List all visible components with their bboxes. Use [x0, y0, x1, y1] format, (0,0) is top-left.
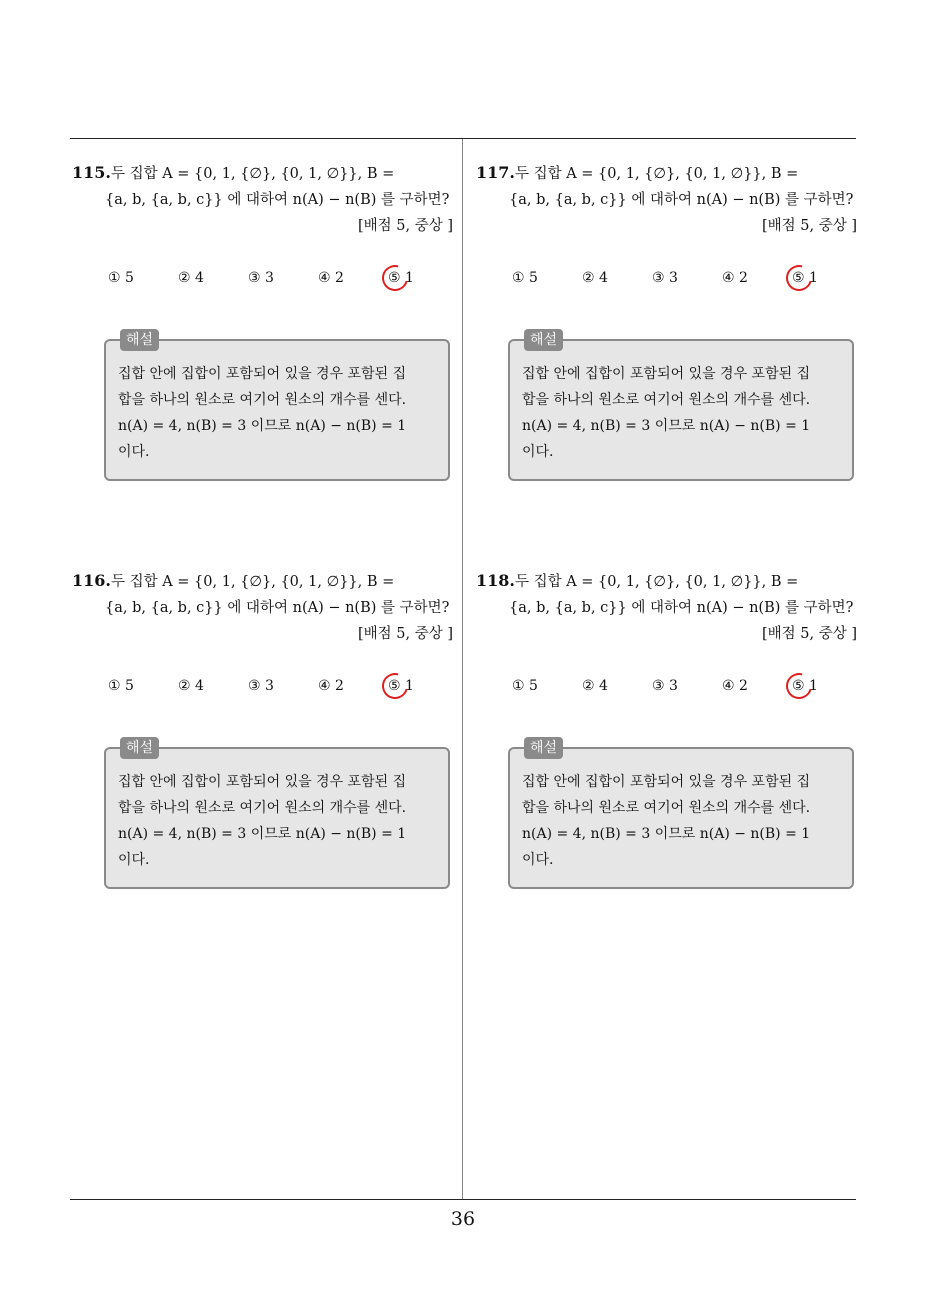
header-rule — [70, 138, 856, 139]
choice-5[interactable] — [792, 671, 818, 701]
score-difficulty: [배점 5, 중상 ] — [357, 626, 453, 642]
choice-text: ④ 2 — [318, 270, 344, 286]
question-text: 두 집합 A = {0, 1, {∅}, {0, 1, ∅}}, B = — [110, 166, 395, 182]
choice-2[interactable] — [178, 263, 204, 293]
solution-tag: 해설 — [524, 737, 563, 759]
solution-line: 이다. — [118, 444, 150, 460]
question-line-2: {a, b, {a, b, c}} 에 대하여 n(A) − n(B) 를 구하면? — [105, 192, 450, 208]
question-number: 115. — [72, 163, 111, 182]
choice-text: ② 4 — [582, 270, 608, 286]
solution-text — [522, 361, 840, 465]
answer-choices — [476, 671, 861, 701]
choice-1[interactable] — [108, 671, 134, 701]
choice-text: ① 5 — [108, 678, 134, 694]
choice-text: ② 4 — [582, 678, 608, 694]
choice-2[interactable] — [582, 263, 608, 293]
question-number: 117. — [476, 163, 515, 182]
solution-line: 이다. — [522, 444, 554, 460]
choice-text: ② 4 — [178, 270, 204, 286]
problem-118 — [476, 568, 861, 889]
solution-box — [508, 332, 854, 481]
question-line-1 — [72, 568, 457, 595]
choice-4[interactable] — [318, 263, 344, 293]
choice-text: ③ 3 — [652, 270, 678, 286]
choice-text: ④ 2 — [722, 678, 748, 694]
question-number: 118. — [476, 571, 515, 590]
question-line-2: {a, b, {a, b, c}} 에 대하여 n(A) − n(B) 를 구하면? — [509, 192, 854, 208]
choice-2[interactable] — [178, 671, 204, 701]
solution-line: n(A) = 4, n(B) = 3 이므로 n(A) − n(B) = 1 — [522, 418, 811, 434]
choice-1[interactable] — [512, 671, 538, 701]
choice-3[interactable] — [248, 671, 274, 701]
choice-text: ⑤ 1 — [388, 270, 414, 286]
question-line-1 — [476, 160, 861, 187]
choice-3[interactable] — [248, 263, 274, 293]
solution-line: 이다. — [118, 852, 150, 868]
choice-text: ④ 2 — [318, 678, 344, 694]
choice-text: ⑤ 1 — [792, 270, 818, 286]
solution-line: 집합 안에 집합이 포함되어 있을 경우 포함된 집 — [522, 366, 811, 382]
choice-1[interactable] — [108, 263, 134, 293]
question-line-2: {a, b, {a, b, c}} 에 대하여 n(A) − n(B) 를 구하면? — [105, 600, 450, 616]
answer-circle-mark — [377, 668, 413, 704]
solution-tag: 해설 — [524, 329, 563, 351]
column-divider — [462, 139, 463, 1199]
choice-text: ③ 3 — [248, 678, 274, 694]
choice-4[interactable] — [722, 671, 748, 701]
choice-4[interactable] — [318, 671, 344, 701]
choice-text: ③ 3 — [652, 678, 678, 694]
choice-4[interactable] — [722, 263, 748, 293]
solution-line: 집합 안에 집합이 포함되어 있을 경우 포함된 집 — [118, 366, 407, 382]
choice-text: ② 4 — [178, 678, 204, 694]
solution-text — [118, 769, 436, 873]
choice-text: ① 5 — [108, 270, 134, 286]
question-line-1 — [72, 160, 457, 187]
solution-line: 이다. — [522, 852, 554, 868]
score-difficulty: [배점 5, 중상 ] — [761, 626, 857, 642]
choice-5[interactable] — [388, 263, 414, 293]
choice-1[interactable] — [512, 263, 538, 293]
choice-3[interactable] — [652, 263, 678, 293]
footer-rule — [70, 1199, 856, 1200]
question-number: 116. — [72, 571, 111, 590]
choice-text: ④ 2 — [722, 270, 748, 286]
solution-line: 합을 하나의 원소로 여기어 원소의 개수를 센다. — [522, 800, 811, 816]
solution-line: n(A) = 4, n(B) = 3 이므로 n(A) − n(B) = 1 — [522, 826, 811, 842]
question-text: 두 집합 A = {0, 1, {∅}, {0, 1, ∅}}, B = — [514, 166, 799, 182]
choice-text: ⑤ 1 — [792, 678, 818, 694]
choice-text: ⑤ 1 — [388, 678, 414, 694]
answer-circle-mark — [781, 668, 817, 704]
question-text: 두 집합 A = {0, 1, {∅}, {0, 1, ∅}}, B = — [110, 574, 395, 590]
answer-circle-mark — [781, 260, 817, 296]
solution-box — [104, 332, 450, 481]
question-line-2: {a, b, {a, b, c}} 에 대하여 n(A) − n(B) 를 구하면? — [509, 600, 854, 616]
solution-box — [104, 740, 450, 889]
score-difficulty: [배점 5, 중상 ] — [761, 218, 857, 234]
choice-text: ① 5 — [512, 270, 538, 286]
solution-line: 합을 하나의 원소로 여기어 원소의 개수를 센다. — [118, 800, 407, 816]
problem-116 — [72, 568, 457, 889]
solution-line: 합을 하나의 원소로 여기어 원소의 개수를 센다. — [118, 392, 407, 408]
choice-text: ① 5 — [512, 678, 538, 694]
solution-line: n(A) = 4, n(B) = 3 이므로 n(A) − n(B) = 1 — [118, 418, 407, 434]
solution-line: n(A) = 4, n(B) = 3 이므로 n(A) − n(B) = 1 — [118, 826, 407, 842]
choice-text: ③ 3 — [248, 270, 274, 286]
solution-box — [508, 740, 854, 889]
solution-tag: 해설 — [120, 329, 159, 351]
choice-2[interactable] — [582, 671, 608, 701]
solution-line: 집합 안에 집합이 포함되어 있을 경우 포함된 집 — [118, 774, 407, 790]
question-text: 두 집합 A = {0, 1, {∅}, {0, 1, ∅}}, B = — [514, 574, 799, 590]
question-line-1 — [476, 568, 861, 595]
score-difficulty: [배점 5, 중상 ] — [357, 218, 453, 234]
solution-text — [118, 361, 436, 465]
choice-5[interactable] — [792, 263, 818, 293]
solution-line: 집합 안에 집합이 포함되어 있을 경우 포함된 집 — [522, 774, 811, 790]
answer-choices — [72, 671, 457, 701]
solution-text — [522, 769, 840, 873]
problem-115 — [72, 160, 457, 481]
answer-choices — [476, 263, 861, 293]
page-number: 36 — [450, 1208, 476, 1230]
solution-line: 합을 하나의 원소로 여기어 원소의 개수를 센다. — [522, 392, 811, 408]
answer-choices — [72, 263, 457, 293]
answer-circle-mark — [377, 260, 413, 296]
problem-117 — [476, 160, 861, 481]
choice-3[interactable] — [652, 671, 678, 701]
choice-5[interactable] — [388, 671, 414, 701]
solution-tag: 해설 — [120, 737, 159, 759]
